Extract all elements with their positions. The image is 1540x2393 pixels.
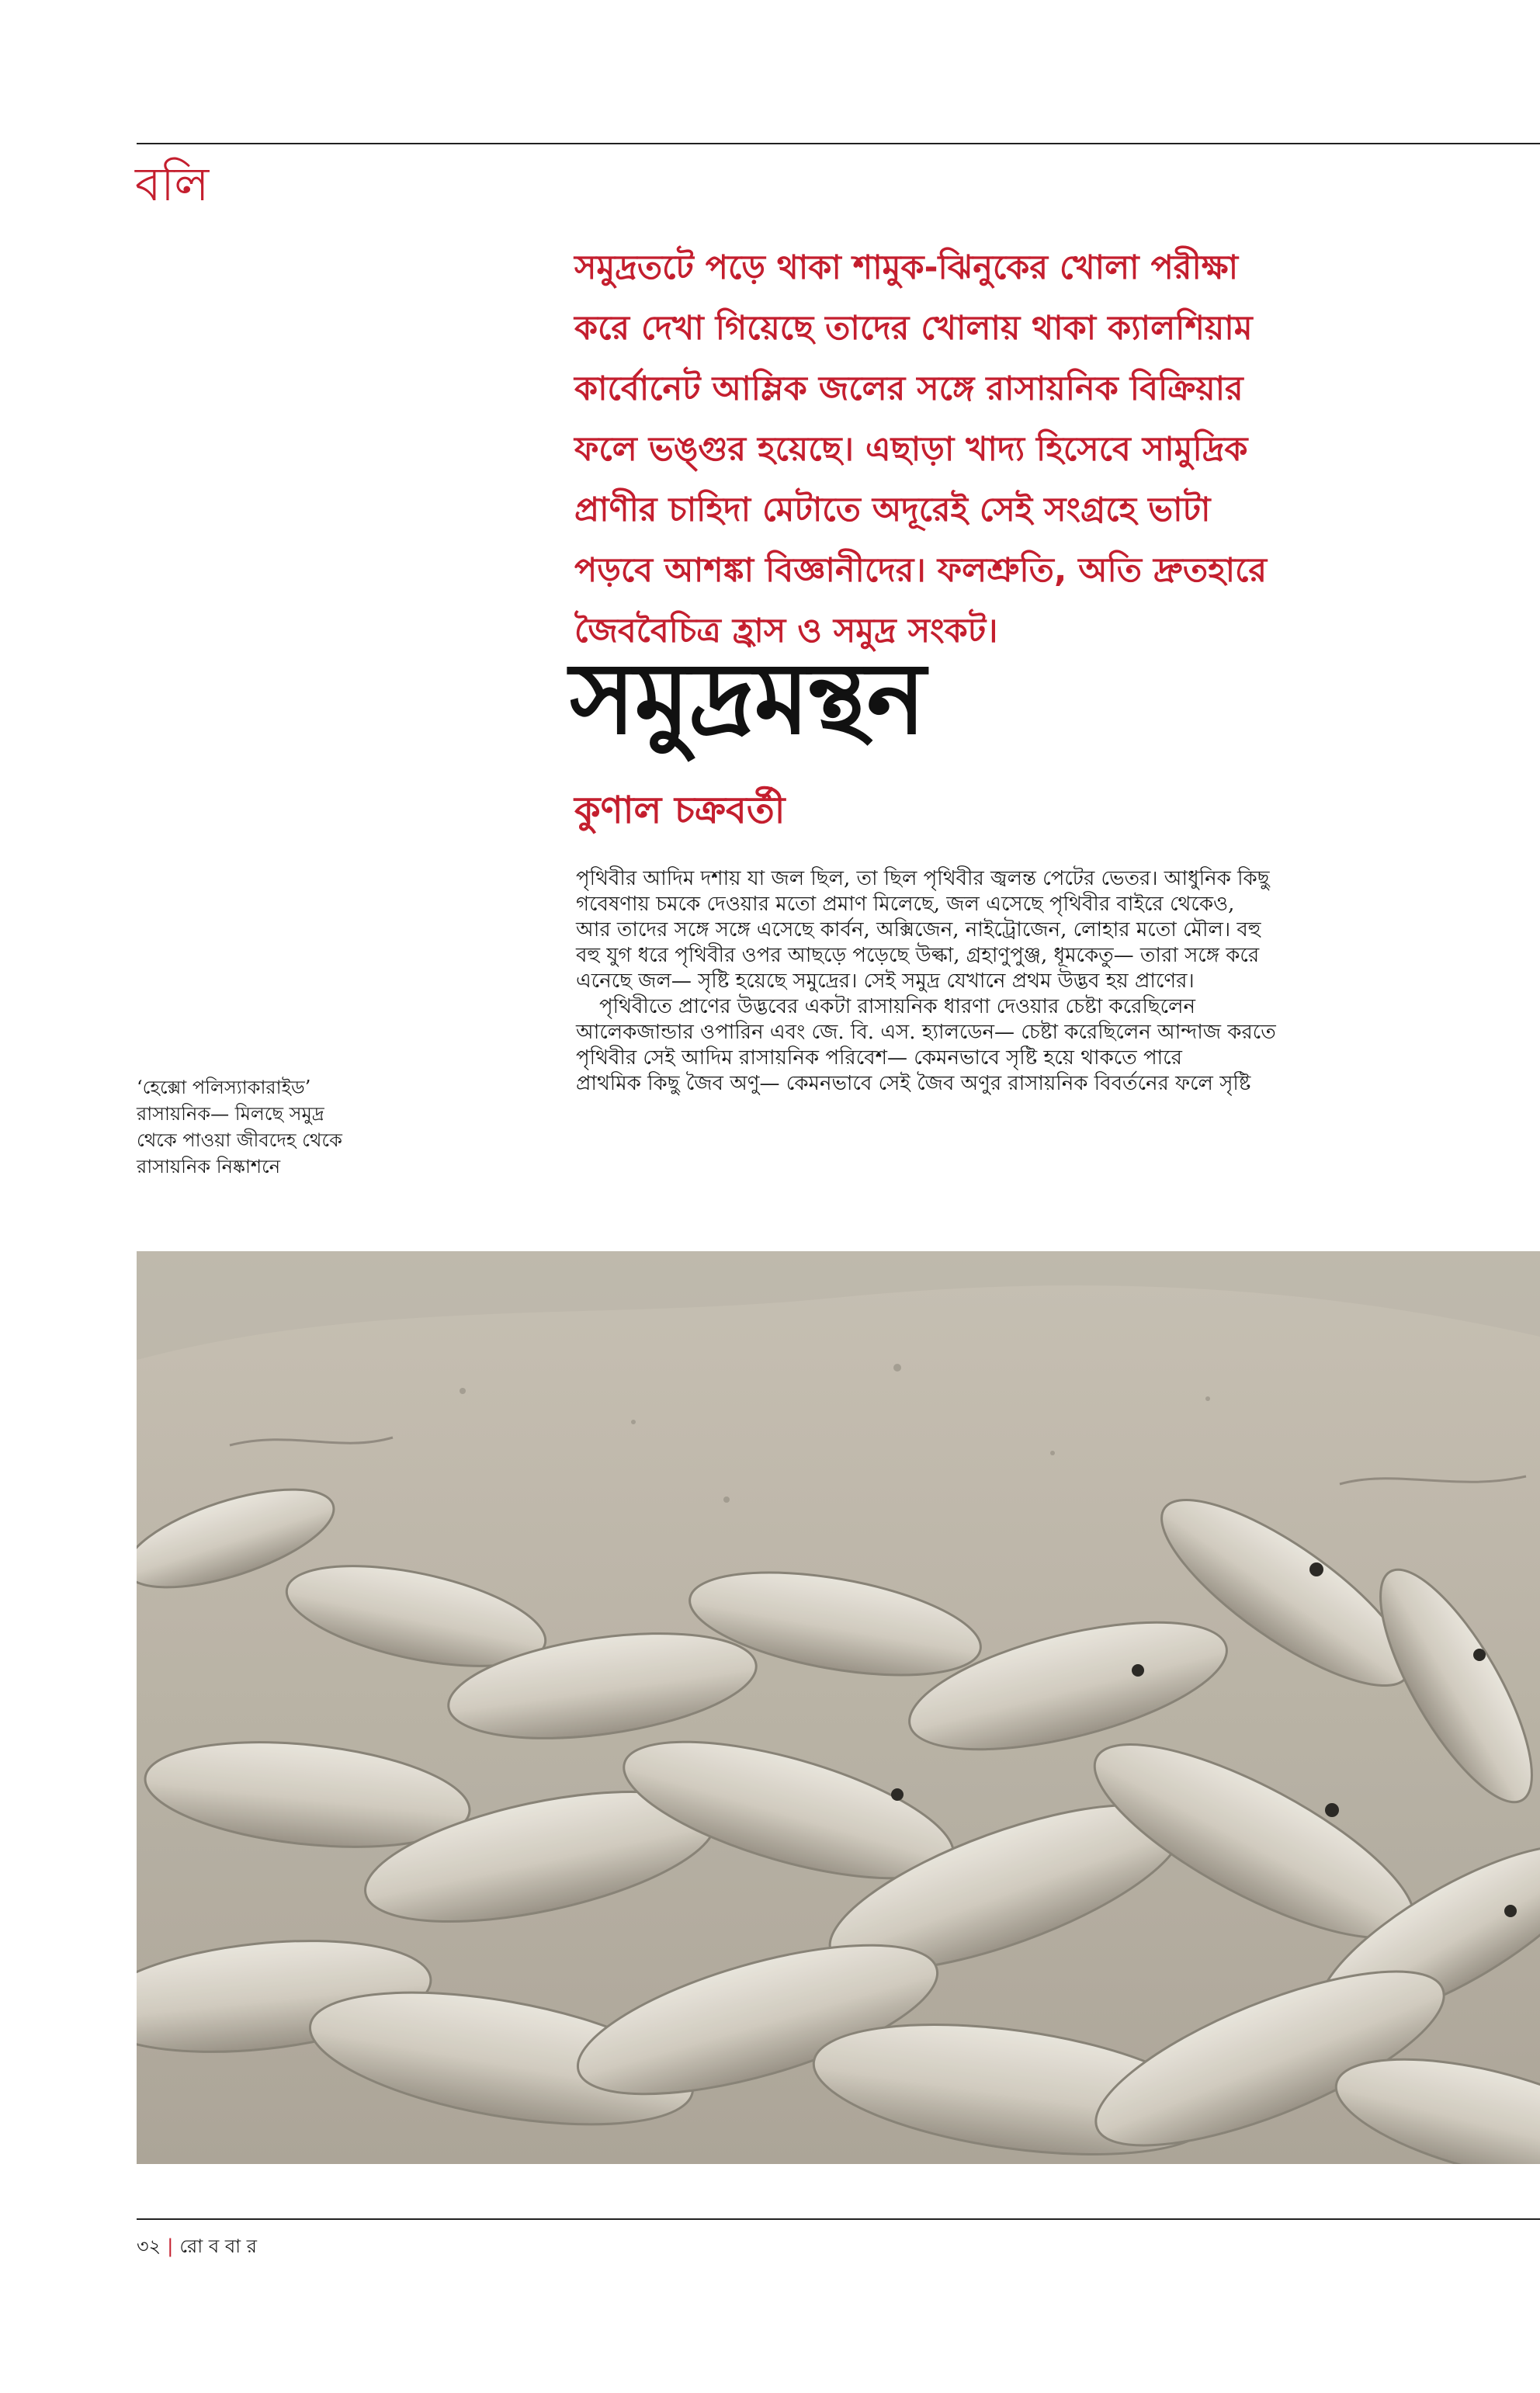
body-line: গবেষণায় চমকে দেওয়ার মতো প্রমাণ মিলেছে, জল এসেছে পৃথিবীর বাইরে থেকেও,: [576, 893, 1235, 916]
pull-quote: [574, 238, 1397, 661]
pull-quote-line: ফলে ভঙ্গুর হয়েছে। এছাড়া খাদ্য হিসেবে সামুদ্রিক: [574, 430, 1248, 469]
pull-quote-line: পড়বে আশঙ্কা বিজ্ঞানীদের। ফলশ্রুতি, অতি দ্রুতহারে: [574, 551, 1268, 590]
top-rule: [137, 143, 1540, 144]
body-line: পৃথিবীর সেই আদিম রাসায়নিক পরিবেশ— কেমনভাবে সৃষ্টি হয়ে থাকতে পারে: [576, 1046, 1182, 1070]
body-line: আর তাদের সঙ্গে সঙ্গে এসেছে কার্বন, অক্সিজেন, নাইট্রোজেন, লোহার মতো মৌল। বহু: [576, 918, 1261, 942]
body-line: প্রাথমিক কিছু জৈব অণু— কেমনভাবে সেই জৈব অণুর রাসায়নিক বিবর্তনের ফলে সৃষ্টি: [576, 1072, 1251, 1095]
article-body: [576, 866, 1422, 1097]
caption-line: রাসায়নিক নিষ্কাশনে: [137, 1156, 281, 1177]
caption-line: ‘হেক্সো পলিস্যাকারাইড’: [137, 1077, 311, 1098]
bottom-rule: [137, 2218, 1540, 2220]
page-number: ৩২: [137, 2235, 161, 2257]
dead-fish-illustration: [137, 1251, 1540, 2164]
body-line: পৃথিবীর আদিম দশায় যা জল ছিল, তা ছিল পৃথিবীর জ্বলন্ত পেটের ভেতর। আধুনিক কিছু: [576, 867, 1270, 890]
pull-quote-line: প্রাণীর চাহিদা মেটাতে অদূরেই সেই সংগ্রহে ভাটা: [574, 491, 1211, 529]
pull-quote-line: সমুদ্রতটে পড়ে থাকা শামুক-ঝিনুকের খোলা পরীক্ষা: [574, 248, 1239, 287]
magazine-name: রো ব বা র: [179, 2235, 257, 2257]
pull-quote-line: জৈববৈচিত্র হ্রাস ও সমুদ্র সংকট।: [574, 612, 998, 650]
author-byline: কুণাল চক্রবর্তী: [574, 789, 786, 832]
body-line: এনেছে জল— সৃষ্টি হয়েছে সমুদ্রের। সেই সমুদ্র যেখানে প্রথম উদ্ভব হয় প্রাণের।: [576, 969, 1195, 993]
page-footer: [137, 2235, 257, 2258]
section-label: বলি: [135, 158, 210, 212]
dead-fish-photo: [137, 1251, 1540, 2164]
pull-quote-line: করে দেখা গিয়েছে তাদের খোলায় থাকা ক্যালশিয়াম: [574, 309, 1253, 348]
body-line: বহু যুগ ধরে পৃথিবীর ওপর আছড়ে পড়েছে উল্কা, গ্রহাণুপুঞ্জ, ধূমকেতু— তারা সঙ্গে করে: [576, 944, 1260, 967]
article-headline: সমুদ্রমন্থন: [570, 640, 925, 757]
photo-caption: [137, 1074, 432, 1180]
body-line: পৃথিবীতে প্রাণের উদ্ভবের একটা রাসায়নিক ধারণা দেওয়ার চেষ্টা করেছিলেন: [599, 995, 1195, 1018]
caption-line: থেকে পাওয়া জীবদেহ থেকে: [137, 1129, 342, 1151]
body-line: আলেকজান্ডার ওপারিন এবং জে. বি. এস. হ্যালডেন— চেষ্টা করেছিলেন আন্দাজ করতে: [576, 1021, 1276, 1044]
caption-line: রাসায়নিক— মিলছে সমুদ্র: [137, 1103, 324, 1125]
pull-quote-line: কার্বোনেট আম্লিক জলের সঙ্গে রাসায়নিক বিক্রিয়ার: [574, 369, 1243, 408]
footer-separator: |: [167, 2235, 174, 2257]
